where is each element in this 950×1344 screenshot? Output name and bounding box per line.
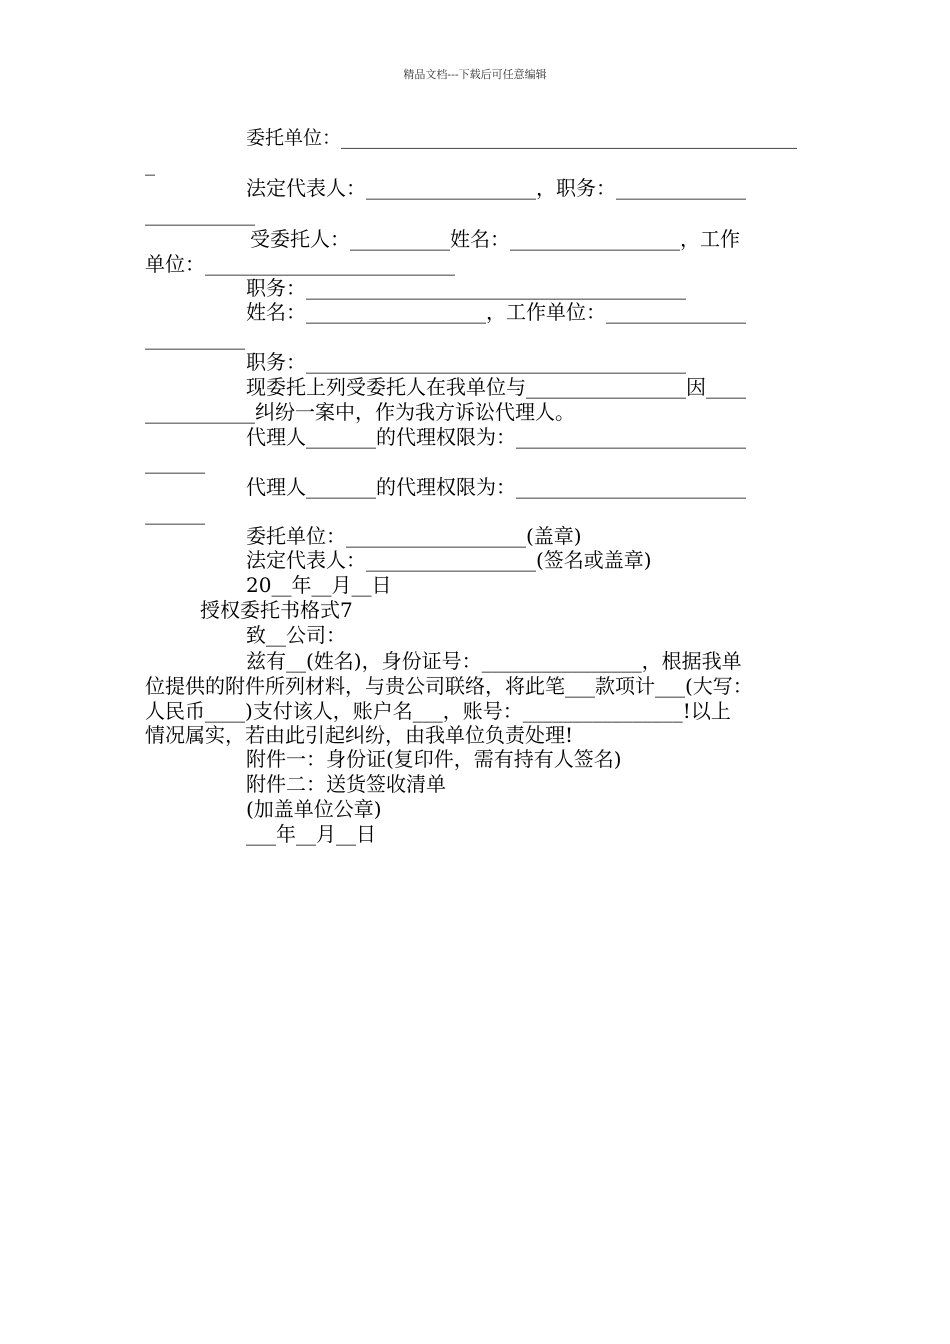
agent-authority-1-cont: ______ [145,450,205,474]
entrust-statement: 现委托上列受委托人在我单位与________________因____ [246,375,746,399]
body-line-2: 位提供的附件所列材料，与贵公司联络，将此笔___款项计___(大写： [145,674,753,698]
section-title: 授权委托书格式7 [200,598,353,622]
entrust-statement-cont: ___________纠纷一案中，作为我方诉讼代理人。 [145,400,575,424]
signature-rep-line: 法定代表人：_________________(签名或盖章) [246,548,652,572]
page-header: 精品文档---下载后可任意编辑 [403,68,547,81]
position-line-2: 职务：______________________________________ [246,350,686,374]
name-line-2: 姓名：__________________，工作单位：______________ [246,300,746,324]
body-line-3: 人民币____)支付该人，账户名___，账号：________________!以上 [145,699,731,723]
legal-rep-line-cont: ___________ [145,202,255,226]
legal-rep-line: 法定代表人：_________________，职务：_____________ [246,176,746,200]
addressee-line: 致__公司： [246,623,346,647]
entrusting-unit-line-cont: _ [145,152,155,176]
trustee-line: 受委托人：__________姓名：_________________，工作 [250,227,740,251]
body-line-1: 兹有__(姓名)，身份证号：________________，根据我单 [246,649,742,673]
attachment-2: 附件二：送货签收清单 [246,772,446,796]
agent-authority-2-cont: ______ [145,501,205,525]
body-line-4: 情况属实，若由此引起纠纷，由我单位负责处理! [145,723,574,747]
entrusting-unit-line: 委托单位：________________________________________________ [246,127,798,149]
agent-authority-1: 代理人_______的代理权限为：_______________________ [246,425,746,449]
date-line-1: 20__年__月__日 [246,573,392,597]
trustee-line-cont: 单位：_________________________ [145,252,455,276]
signature-unit-line: 委托单位：__________________(盖章) [246,524,582,548]
seal-note: (加盖单位公章) [246,797,382,821]
attachment-1: 附件一：身份证(复印件，需有持有人签名) [246,747,622,771]
date-line-2: ___年__月__日 [246,822,376,846]
position-line-1: 职务：______________________________________ [246,276,686,300]
name-line-2-cont: __________ [145,326,245,350]
agent-authority-2: 代理人_______的代理权限为：_______________________ [246,475,746,499]
